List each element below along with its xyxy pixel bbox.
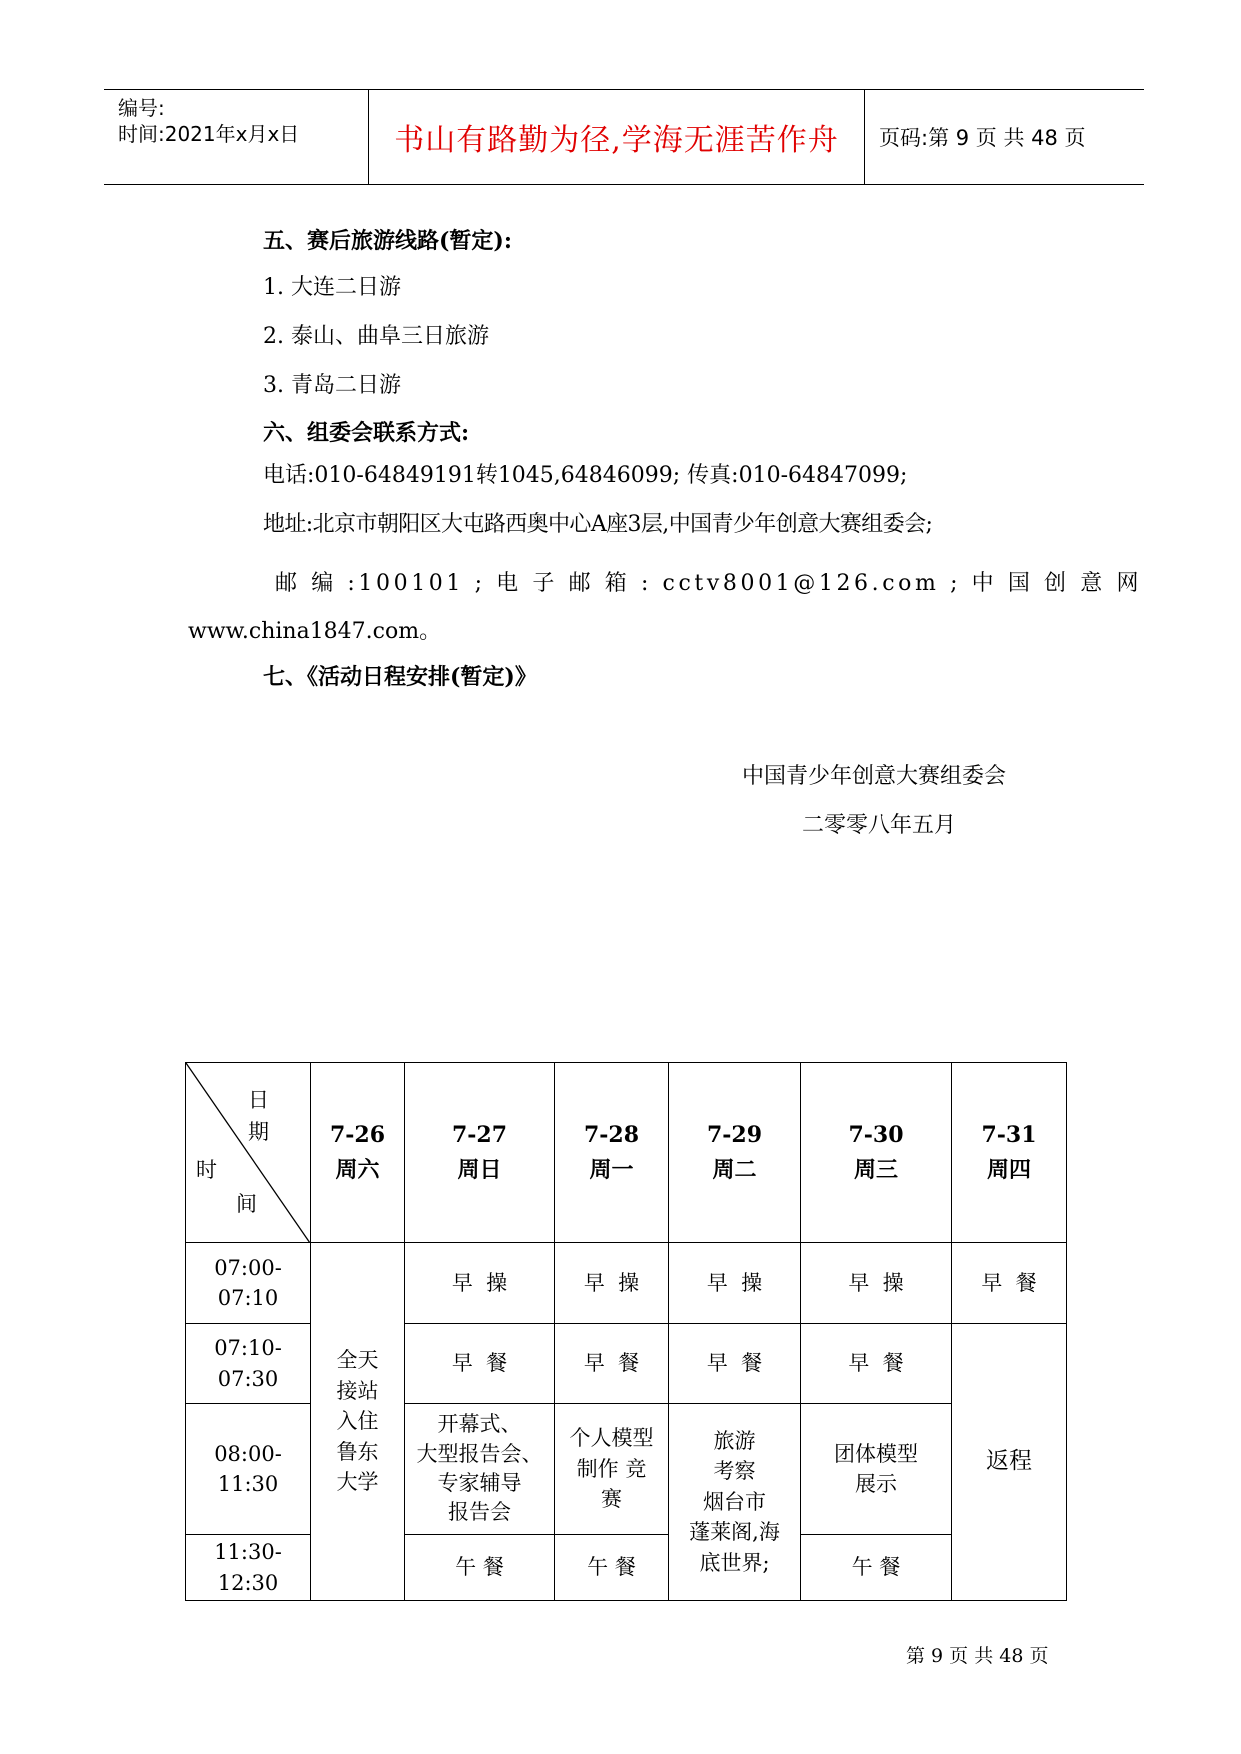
contact-address: 地址:北京市朝阳区大屯路西奥中心A座3层,中国青少年创意大赛组委会;: [263, 512, 933, 537]
activity-breakfast: 早 餐: [952, 1243, 1067, 1324]
page-footer: 第 9 页 共 48 页: [906, 1645, 1049, 1667]
day-header: 7-28 周一: [555, 1063, 669, 1243]
activity-exercise: 早 操: [405, 1243, 555, 1324]
tour-item-3: 3. 青岛二日游: [263, 373, 401, 398]
activity-breakfast: 早 餐: [555, 1324, 669, 1404]
header-page-number: 页码:第 9 页 共 48 页: [879, 126, 1086, 150]
day-729-tour: 旅游 考察 烟台市 蓬莱阁,海 底世界;: [669, 1404, 801, 1601]
motto: 书山有路勤为径,学海无涯苦作舟: [394, 123, 839, 158]
day-728-morning: 个人模型 制作 竞 赛: [555, 1404, 669, 1535]
contact-phone: 电话:010-64849191转1045,64846099; 传真:010-64847099;: [263, 463, 908, 488]
section-5-title: 五、赛后旅游线路(暂定):: [263, 228, 512, 254]
time-slot: 07:10- 07:30: [186, 1324, 311, 1404]
tour-item-1: 1. 大连二日游: [263, 275, 401, 300]
activity-exercise: 早 操: [669, 1243, 801, 1324]
day-header: 7-26 周六: [311, 1063, 405, 1243]
day-727-morning: 开幕式、 大型报告会、 专家辅导 报告会: [405, 1404, 555, 1535]
page-header: [104, 89, 1144, 185]
corner-date-char-2: 期: [248, 1120, 269, 1144]
time-slot: 08:00- 11:30: [186, 1404, 311, 1535]
header-info-cell: [104, 90, 369, 184]
corner-time-char-2: 间: [236, 1192, 257, 1216]
section-7-title: 七、《活动日程安排(暂定)》: [263, 664, 537, 690]
day-header: 7-30 周三: [801, 1063, 952, 1243]
activity-exercise: 早 操: [555, 1243, 669, 1324]
header-motto-cell: [369, 90, 865, 184]
contact-postal-email: 邮 编 :100101 ; 电 子 邮 箱 : cctv8001@126.com ; 中 国 创 意 网: [275, 571, 1143, 596]
activity-breakfast: 早 餐: [801, 1324, 952, 1404]
activity-exercise: 早 操: [801, 1243, 952, 1324]
document-time-label: 时间:2021年x月x日: [118, 122, 300, 146]
activity-breakfast: 早 餐: [405, 1324, 555, 1404]
section-6-title: 六、组委会联系方式:: [263, 420, 470, 446]
activity-lunch: 午 餐: [801, 1535, 952, 1601]
activity-schedule-table: [185, 1062, 1066, 1601]
header-page-cell: [865, 90, 1144, 184]
day-header: 7-31 周四: [952, 1063, 1067, 1243]
day-730-morning: 团体模型 展示: [801, 1404, 952, 1535]
activity-breakfast: 早 餐: [669, 1324, 801, 1404]
tour-item-2: 2. 泰山、曲阜三日旅游: [263, 324, 489, 349]
table-corner-header: [186, 1063, 311, 1243]
day-731-return: 返程: [952, 1324, 1067, 1601]
time-slot: 11:30- 12:30: [186, 1535, 311, 1601]
signature-date: 二零零八年五月: [802, 813, 957, 838]
signature-organization: 中国青少年创意大赛组委会: [742, 764, 1007, 789]
activity-lunch: 午 餐: [555, 1535, 669, 1601]
day-header: 7-29 周二: [669, 1063, 801, 1243]
day-726-arrival: 全天 接站 入住 鲁东 大学: [311, 1243, 405, 1601]
corner-time-char-1: 时: [196, 1158, 217, 1182]
day-header: 7-27 周日: [405, 1063, 555, 1243]
activity-lunch: 午 餐: [405, 1535, 555, 1601]
document-number-label: 编号:: [118, 96, 165, 120]
corner-date-char-1: 日: [248, 1088, 269, 1112]
contact-website: www.china1847.com。: [188, 619, 442, 644]
time-slot: 07:00- 07:10: [186, 1243, 311, 1324]
